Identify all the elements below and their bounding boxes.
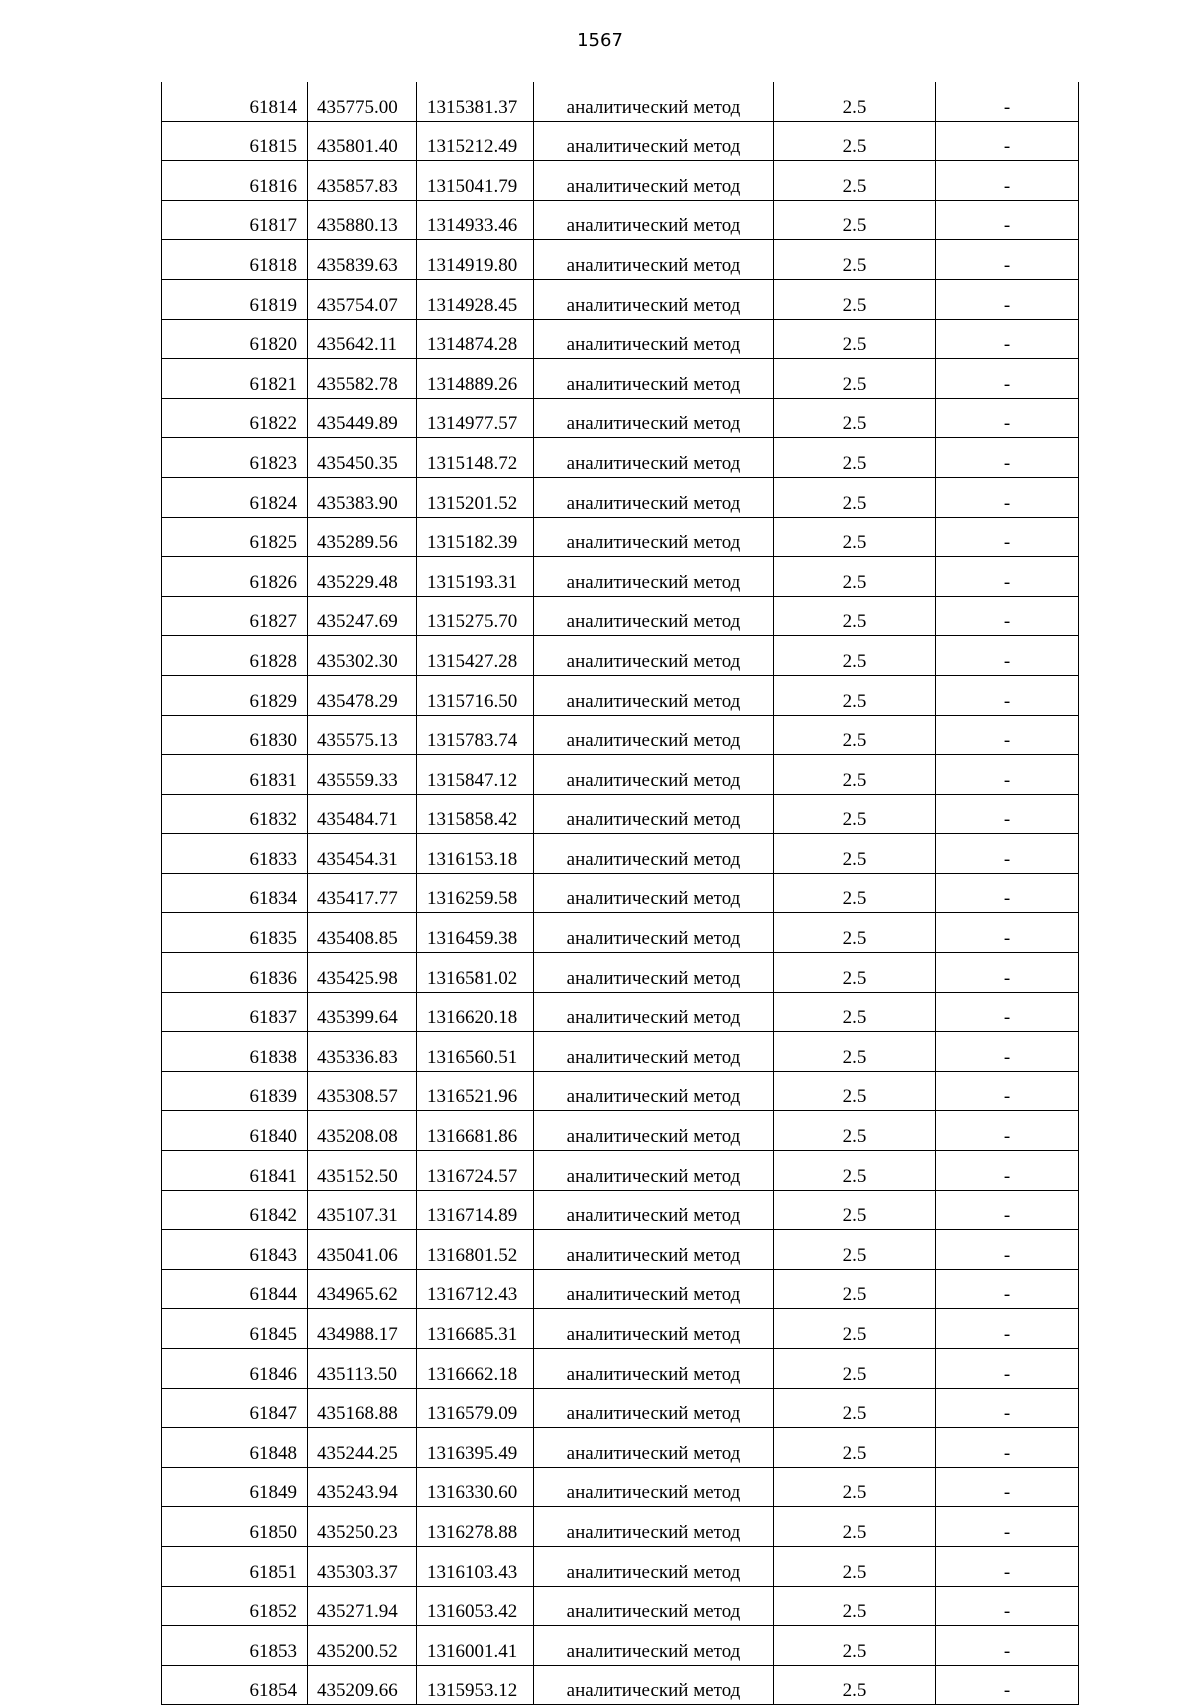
y-coordinate-cell: 1316395.49 <box>417 1428 534 1468</box>
method-cell: аналитический метод <box>534 1309 774 1349</box>
point-number-cell: 61828 <box>162 636 308 676</box>
method-cell: аналитический метод <box>534 992 774 1032</box>
precision-cell: 2.5 <box>774 992 936 1032</box>
note-cell: - <box>936 1507 1079 1547</box>
x-coordinate-cell: 435454.31 <box>308 834 417 874</box>
y-coordinate-cell: 1316560.51 <box>417 1032 534 1072</box>
note-cell: - <box>936 517 1079 557</box>
note-cell: - <box>936 121 1079 161</box>
precision-cell: 2.5 <box>774 557 936 597</box>
precision-cell: 2.5 <box>774 1507 936 1547</box>
method-cell: аналитический метод <box>534 1586 774 1626</box>
table-row <box>162 834 1079 874</box>
x-coordinate-cell: 435642.11 <box>308 319 417 359</box>
point-number-cell: 61843 <box>162 1230 308 1270</box>
method-cell: аналитический метод <box>534 438 774 478</box>
table-row <box>162 121 1079 161</box>
x-coordinate-cell: 435289.56 <box>308 517 417 557</box>
y-coordinate-cell: 1314977.57 <box>417 398 534 438</box>
method-cell: аналитический метод <box>534 1428 774 1468</box>
point-number-cell: 61847 <box>162 1388 308 1428</box>
method-cell: аналитический метод <box>534 1230 774 1270</box>
method-cell: аналитический метод <box>534 636 774 676</box>
x-coordinate-cell: 435152.50 <box>308 1151 417 1191</box>
precision-cell: 2.5 <box>774 279 936 319</box>
y-coordinate-cell: 1315275.70 <box>417 596 534 636</box>
method-cell: аналитический метод <box>534 953 774 993</box>
note-cell: - <box>936 1032 1079 1072</box>
y-coordinate-cell: 1314919.80 <box>417 240 534 280</box>
table-row <box>162 477 1079 517</box>
note-cell: - <box>936 1151 1079 1191</box>
precision-cell: 2.5 <box>774 1626 936 1666</box>
y-coordinate-cell: 1316681.86 <box>417 1111 534 1151</box>
x-coordinate-cell: 435582.78 <box>308 359 417 399</box>
point-number-cell: 61817 <box>162 200 308 240</box>
note-cell: - <box>936 240 1079 280</box>
table-row <box>162 240 1079 280</box>
method-cell: аналитический метод <box>534 675 774 715</box>
table-row <box>162 1507 1079 1547</box>
method-cell: аналитический метод <box>534 913 774 953</box>
method-cell: аналитический метод <box>534 477 774 517</box>
y-coordinate-cell: 1315201.52 <box>417 477 534 517</box>
table-row <box>162 636 1079 676</box>
method-cell: аналитический метод <box>534 319 774 359</box>
table-row <box>162 1230 1079 1270</box>
note-cell: - <box>936 82 1079 121</box>
method-cell: аналитический метод <box>534 873 774 913</box>
y-coordinate-cell: 1314889.26 <box>417 359 534 399</box>
x-coordinate-cell: 435247.69 <box>308 596 417 636</box>
y-coordinate-cell: 1315212.49 <box>417 121 534 161</box>
precision-cell: 2.5 <box>774 1151 936 1191</box>
coordinates-table-body <box>162 82 1079 1705</box>
method-cell: аналитический метод <box>534 755 774 795</box>
y-coordinate-cell: 1316724.57 <box>417 1151 534 1191</box>
method-cell: аналитический метод <box>534 279 774 319</box>
table-row <box>162 1428 1079 1468</box>
point-number-cell: 61853 <box>162 1626 308 1666</box>
method-cell: аналитический метод <box>534 82 774 121</box>
table-row <box>162 755 1079 795</box>
point-number-cell: 61850 <box>162 1507 308 1547</box>
precision-cell: 2.5 <box>774 1111 936 1151</box>
table-row <box>162 438 1079 478</box>
point-number-cell: 61846 <box>162 1349 308 1389</box>
precision-cell: 2.5 <box>774 82 936 121</box>
x-coordinate-cell: 435880.13 <box>308 200 417 240</box>
precision-cell: 2.5 <box>774 319 936 359</box>
precision-cell: 2.5 <box>774 675 936 715</box>
x-coordinate-cell: 435425.98 <box>308 953 417 993</box>
x-coordinate-cell: 435271.94 <box>308 1586 417 1626</box>
precision-cell: 2.5 <box>774 1428 936 1468</box>
note-cell: - <box>936 834 1079 874</box>
note-cell: - <box>936 438 1079 478</box>
table-row <box>162 913 1079 953</box>
method-cell: аналитический метод <box>534 715 774 755</box>
note-cell: - <box>936 913 1079 953</box>
note-cell: - <box>936 992 1079 1032</box>
y-coordinate-cell: 1316685.31 <box>417 1309 534 1349</box>
method-cell: аналитический метод <box>534 1071 774 1111</box>
note-cell: - <box>936 1665 1079 1705</box>
table-row <box>162 794 1079 834</box>
precision-cell: 2.5 <box>774 1269 936 1309</box>
table-row <box>162 200 1079 240</box>
x-coordinate-cell: 435775.00 <box>308 82 417 121</box>
point-number-cell: 61815 <box>162 121 308 161</box>
precision-cell: 2.5 <box>774 1388 936 1428</box>
precision-cell: 2.5 <box>774 517 936 557</box>
point-number-cell: 61831 <box>162 755 308 795</box>
precision-cell: 2.5 <box>774 1546 936 1586</box>
table-row <box>162 1467 1079 1507</box>
y-coordinate-cell: 1315193.31 <box>417 557 534 597</box>
point-number-cell: 61832 <box>162 794 308 834</box>
y-coordinate-cell: 1315858.42 <box>417 794 534 834</box>
table-row <box>162 517 1079 557</box>
y-coordinate-cell: 1316579.09 <box>417 1388 534 1428</box>
point-number-cell: 61842 <box>162 1190 308 1230</box>
method-cell: аналитический метод <box>534 557 774 597</box>
y-coordinate-cell: 1316103.43 <box>417 1546 534 1586</box>
point-number-cell: 61827 <box>162 596 308 636</box>
x-coordinate-cell: 434965.62 <box>308 1269 417 1309</box>
y-coordinate-cell: 1316712.43 <box>417 1269 534 1309</box>
point-number-cell: 61820 <box>162 319 308 359</box>
x-coordinate-cell: 435484.71 <box>308 794 417 834</box>
table-row <box>162 557 1079 597</box>
y-coordinate-cell: 1315847.12 <box>417 755 534 795</box>
point-number-cell: 61826 <box>162 557 308 597</box>
x-coordinate-cell: 435200.52 <box>308 1626 417 1666</box>
method-cell: аналитический метод <box>534 1190 774 1230</box>
y-coordinate-cell: 1316278.88 <box>417 1507 534 1547</box>
x-coordinate-cell: 435308.57 <box>308 1071 417 1111</box>
point-number-cell: 61848 <box>162 1428 308 1468</box>
x-coordinate-cell: 435113.50 <box>308 1349 417 1389</box>
method-cell: аналитический метод <box>534 1507 774 1547</box>
x-coordinate-cell: 435449.89 <box>308 398 417 438</box>
note-cell: - <box>936 1388 1079 1428</box>
point-number-cell: 61838 <box>162 1032 308 1072</box>
y-coordinate-cell: 1316259.58 <box>417 873 534 913</box>
note-cell: - <box>936 200 1079 240</box>
y-coordinate-cell: 1314874.28 <box>417 319 534 359</box>
precision-cell: 2.5 <box>774 398 936 438</box>
precision-cell: 2.5 <box>774 1665 936 1705</box>
point-number-cell: 61818 <box>162 240 308 280</box>
note-cell: - <box>936 1586 1079 1626</box>
precision-cell: 2.5 <box>774 913 936 953</box>
table-row <box>162 1349 1079 1389</box>
x-coordinate-cell: 435839.63 <box>308 240 417 280</box>
x-coordinate-cell: 435303.37 <box>308 1546 417 1586</box>
method-cell: аналитический метод <box>534 200 774 240</box>
point-number-cell: 61854 <box>162 1665 308 1705</box>
y-coordinate-cell: 1315041.79 <box>417 161 534 201</box>
note-cell: - <box>936 715 1079 755</box>
x-coordinate-cell: 435408.85 <box>308 913 417 953</box>
table-row <box>162 675 1079 715</box>
method-cell: аналитический метод <box>534 1349 774 1389</box>
point-number-cell: 61837 <box>162 992 308 1032</box>
x-coordinate-cell: 435754.07 <box>308 279 417 319</box>
table-row <box>162 873 1079 913</box>
method-cell: аналитический метод <box>534 1546 774 1586</box>
point-number-cell: 61816 <box>162 161 308 201</box>
page-number: 1567 <box>577 30 623 51</box>
table-row <box>162 715 1079 755</box>
x-coordinate-cell: 435559.33 <box>308 755 417 795</box>
point-number-cell: 61834 <box>162 873 308 913</box>
note-cell: - <box>936 1071 1079 1111</box>
table-row <box>162 1269 1079 1309</box>
x-coordinate-cell: 435041.06 <box>308 1230 417 1270</box>
method-cell: аналитический метод <box>534 1467 774 1507</box>
x-coordinate-cell: 435575.13 <box>308 715 417 755</box>
method-cell: аналитический метод <box>534 596 774 636</box>
y-coordinate-cell: 1315381.37 <box>417 82 534 121</box>
precision-cell: 2.5 <box>774 1032 936 1072</box>
x-coordinate-cell: 435243.94 <box>308 1467 417 1507</box>
y-coordinate-cell: 1316581.02 <box>417 953 534 993</box>
table-row <box>162 1626 1079 1666</box>
note-cell: - <box>936 1269 1079 1309</box>
x-coordinate-cell: 434988.17 <box>308 1309 417 1349</box>
y-coordinate-cell: 1315182.39 <box>417 517 534 557</box>
point-number-cell: 61829 <box>162 675 308 715</box>
x-coordinate-cell: 435417.77 <box>308 873 417 913</box>
precision-cell: 2.5 <box>774 200 936 240</box>
table-row <box>162 279 1079 319</box>
x-coordinate-cell: 435302.30 <box>308 636 417 676</box>
point-number-cell: 61851 <box>162 1546 308 1586</box>
table-row <box>162 82 1079 121</box>
point-number-cell: 61830 <box>162 715 308 755</box>
x-coordinate-cell: 435250.23 <box>308 1507 417 1547</box>
y-coordinate-cell: 1316001.41 <box>417 1626 534 1666</box>
point-number-cell: 61840 <box>162 1111 308 1151</box>
note-cell: - <box>936 675 1079 715</box>
precision-cell: 2.5 <box>774 715 936 755</box>
note-cell: - <box>936 873 1079 913</box>
point-number-cell: 61836 <box>162 953 308 993</box>
x-coordinate-cell: 435209.66 <box>308 1665 417 1705</box>
y-coordinate-cell: 1316620.18 <box>417 992 534 1032</box>
method-cell: аналитический метод <box>534 1665 774 1705</box>
precision-cell: 2.5 <box>774 1071 936 1111</box>
precision-cell: 2.5 <box>774 1467 936 1507</box>
precision-cell: 2.5 <box>774 794 936 834</box>
point-number-cell: 61821 <box>162 359 308 399</box>
method-cell: аналитический метод <box>534 240 774 280</box>
note-cell: - <box>936 1626 1079 1666</box>
point-number-cell: 61819 <box>162 279 308 319</box>
precision-cell: 2.5 <box>774 438 936 478</box>
y-coordinate-cell: 1314933.46 <box>417 200 534 240</box>
note-cell: - <box>936 794 1079 834</box>
point-number-cell: 61845 <box>162 1309 308 1349</box>
precision-cell: 2.5 <box>774 953 936 993</box>
point-number-cell: 61849 <box>162 1467 308 1507</box>
method-cell: аналитический метод <box>534 1151 774 1191</box>
y-coordinate-cell: 1316459.38 <box>417 913 534 953</box>
note-cell: - <box>936 953 1079 993</box>
table-row <box>162 1151 1079 1191</box>
note-cell: - <box>936 398 1079 438</box>
y-coordinate-cell: 1316714.89 <box>417 1190 534 1230</box>
x-coordinate-cell: 435244.25 <box>308 1428 417 1468</box>
method-cell: аналитический метод <box>534 834 774 874</box>
method-cell: аналитический метод <box>534 794 774 834</box>
table-row <box>162 1665 1079 1705</box>
x-coordinate-cell: 435336.83 <box>308 1032 417 1072</box>
method-cell: аналитический метод <box>534 1388 774 1428</box>
x-coordinate-cell: 435168.88 <box>308 1388 417 1428</box>
note-cell: - <box>936 1309 1079 1349</box>
precision-cell: 2.5 <box>774 477 936 517</box>
precision-cell: 2.5 <box>774 636 936 676</box>
point-number-cell: 61839 <box>162 1071 308 1111</box>
x-coordinate-cell: 435450.35 <box>308 438 417 478</box>
note-cell: - <box>936 477 1079 517</box>
table-row <box>162 359 1079 399</box>
table-row <box>162 1388 1079 1428</box>
method-cell: аналитический метод <box>534 161 774 201</box>
y-coordinate-cell: 1316662.18 <box>417 1349 534 1389</box>
note-cell: - <box>936 636 1079 676</box>
point-number-cell: 61825 <box>162 517 308 557</box>
y-coordinate-cell: 1315716.50 <box>417 675 534 715</box>
y-coordinate-cell: 1315783.74 <box>417 715 534 755</box>
point-number-cell: 61823 <box>162 438 308 478</box>
precision-cell: 2.5 <box>774 1349 936 1389</box>
note-cell: - <box>936 1428 1079 1468</box>
table-row <box>162 1586 1079 1626</box>
note-cell: - <box>936 279 1079 319</box>
table-row <box>162 1190 1079 1230</box>
x-coordinate-cell: 435478.29 <box>308 675 417 715</box>
precision-cell: 2.5 <box>774 755 936 795</box>
y-coordinate-cell: 1315427.28 <box>417 636 534 676</box>
table-row <box>162 319 1079 359</box>
point-number-cell: 61833 <box>162 834 308 874</box>
precision-cell: 2.5 <box>774 359 936 399</box>
point-number-cell: 61814 <box>162 82 308 121</box>
precision-cell: 2.5 <box>774 873 936 913</box>
precision-cell: 2.5 <box>774 834 936 874</box>
y-coordinate-cell: 1316053.42 <box>417 1586 534 1626</box>
note-cell: - <box>936 1111 1079 1151</box>
note-cell: - <box>936 1349 1079 1389</box>
note-cell: - <box>936 161 1079 201</box>
x-coordinate-cell: 435383.90 <box>308 477 417 517</box>
table-row <box>162 161 1079 201</box>
method-cell: аналитический метод <box>534 359 774 399</box>
note-cell: - <box>936 359 1079 399</box>
precision-cell: 2.5 <box>774 161 936 201</box>
precision-cell: 2.5 <box>774 240 936 280</box>
table-row <box>162 398 1079 438</box>
table-row <box>162 596 1079 636</box>
x-coordinate-cell: 435801.40 <box>308 121 417 161</box>
coordinates-table <box>161 82 1079 1705</box>
method-cell: аналитический метод <box>534 1269 774 1309</box>
method-cell: аналитический метод <box>534 517 774 557</box>
y-coordinate-cell: 1316330.60 <box>417 1467 534 1507</box>
table-row <box>162 1546 1079 1586</box>
precision-cell: 2.5 <box>774 1230 936 1270</box>
y-coordinate-cell: 1315953.12 <box>417 1665 534 1705</box>
method-cell: аналитический метод <box>534 121 774 161</box>
y-coordinate-cell: 1315148.72 <box>417 438 534 478</box>
x-coordinate-cell: 435107.31 <box>308 1190 417 1230</box>
y-coordinate-cell: 1316801.52 <box>417 1230 534 1270</box>
x-coordinate-cell: 435857.83 <box>308 161 417 201</box>
precision-cell: 2.5 <box>774 1586 936 1626</box>
method-cell: аналитический метод <box>534 1032 774 1072</box>
point-number-cell: 61824 <box>162 477 308 517</box>
table-row <box>162 1309 1079 1349</box>
table-row <box>162 1071 1079 1111</box>
y-coordinate-cell: 1314928.45 <box>417 279 534 319</box>
note-cell: - <box>936 596 1079 636</box>
table-row <box>162 1032 1079 1072</box>
y-coordinate-cell: 1316521.96 <box>417 1071 534 1111</box>
point-number-cell: 61841 <box>162 1151 308 1191</box>
note-cell: - <box>936 1467 1079 1507</box>
note-cell: - <box>936 1546 1079 1586</box>
x-coordinate-cell: 435229.48 <box>308 557 417 597</box>
point-number-cell: 61835 <box>162 913 308 953</box>
note-cell: - <box>936 1230 1079 1270</box>
y-coordinate-cell: 1316153.18 <box>417 834 534 874</box>
table-row <box>162 992 1079 1032</box>
x-coordinate-cell: 435399.64 <box>308 992 417 1032</box>
x-coordinate-cell: 435208.08 <box>308 1111 417 1151</box>
table-row <box>162 1111 1079 1151</box>
precision-cell: 2.5 <box>774 1309 936 1349</box>
note-cell: - <box>936 319 1079 359</box>
method-cell: аналитический метод <box>534 1626 774 1666</box>
precision-cell: 2.5 <box>774 121 936 161</box>
point-number-cell: 61844 <box>162 1269 308 1309</box>
point-number-cell: 61852 <box>162 1586 308 1626</box>
note-cell: - <box>936 755 1079 795</box>
method-cell: аналитический метод <box>534 1111 774 1151</box>
point-number-cell: 61822 <box>162 398 308 438</box>
method-cell: аналитический метод <box>534 398 774 438</box>
precision-cell: 2.5 <box>774 596 936 636</box>
table-row <box>162 953 1079 993</box>
note-cell: - <box>936 1190 1079 1230</box>
precision-cell: 2.5 <box>774 1190 936 1230</box>
note-cell: - <box>936 557 1079 597</box>
